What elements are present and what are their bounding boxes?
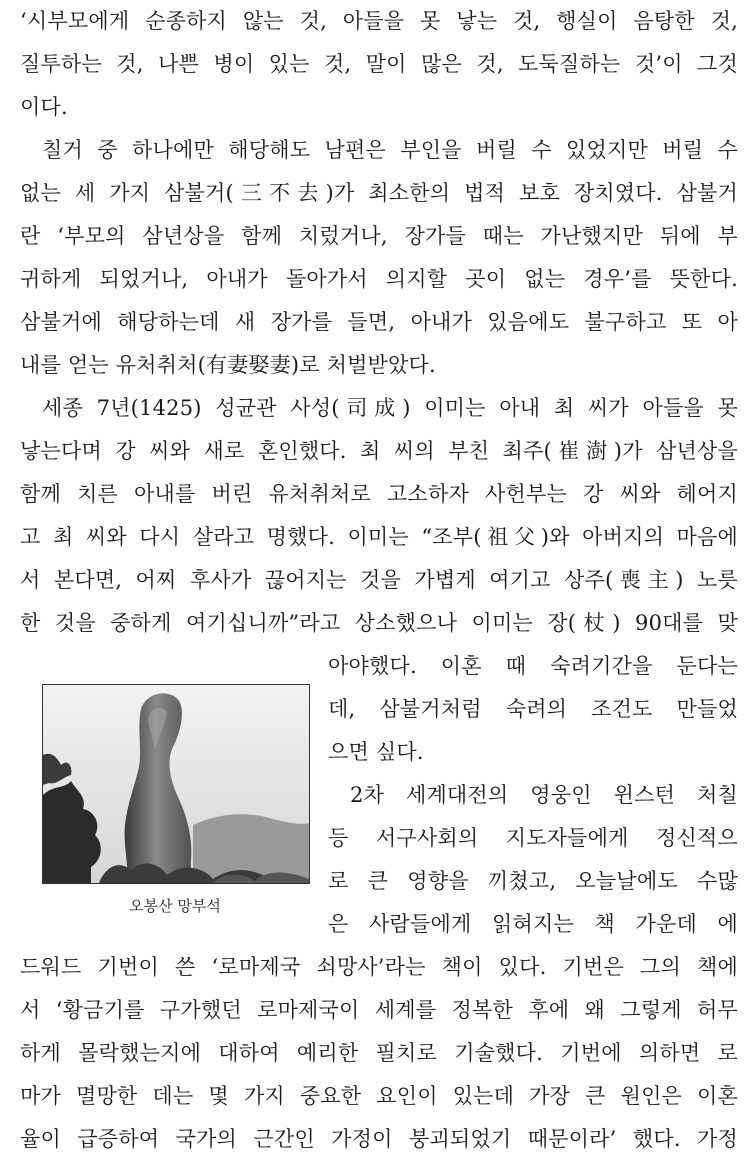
- text-line: ‘시부모에게 순종하지 않는 것, 아들을 못 낳는 것, 행실이 음탕한 것,: [20, 9, 738, 33]
- text-line: 란 ‘부모의 삼년상을 함께 치렀거나, 장가들 때는 가난했지만 뒤에 부: [20, 224, 738, 248]
- text-line: 한 것을 중하게 여기십니까”라고 상소했으나 이미는 장(杖) 90대를 맞: [20, 611, 738, 635]
- text-line: 율이 급증하여 국가의 근간인 가정이 붕괴되었기 때문이라’ 했다. 가정: [20, 1127, 738, 1151]
- text-line: 은 사람들에게 읽혀지는 책 가운데 에: [328, 912, 738, 936]
- text-line: 삼불거에 해당하는데 새 장가를 들면, 아내가 있음에도 불구하고 또 아: [20, 310, 738, 334]
- text-line: 드워드 기번이 쓴 ‘로마제국 쇠망사’라는 책이 있다. 기번은 그의 책에: [20, 955, 738, 979]
- text-line: 내를 얻는 유처취처(有妻娶妻)로 처벌받았다.: [20, 353, 436, 377]
- text-line: 질투하는 것, 나쁜 병이 있는 것, 말이 많은 것, 도둑질하는 것’이 그것: [20, 52, 738, 76]
- text-line: 서 본다면, 어찌 후사가 끊어지는 것을 가볍게 여기고 상주(喪主) 노릇: [20, 568, 738, 592]
- text-line: 없는 세 가지 삼불거(三不去)가 최소한의 법적 보호 장치였다. 삼불거: [20, 181, 738, 205]
- text-line: 로 큰 영향을 끼쳤고, 오늘날에도 수많: [328, 869, 738, 893]
- rock-photo: [42, 684, 310, 884]
- text-line: 마가 멸망한 데는 몇 가지 중요한 요인이 있는데 가장 큰 원인은 이혼: [20, 1084, 738, 1108]
- text-line: 이다.: [20, 95, 68, 119]
- text-line: 2차 세계대전의 영웅인 윈스턴 처칠: [350, 783, 738, 807]
- text-line: 서 ‘황금기를 구가했던 로마제국이 세계를 정복한 후에 왜 그렇게 허무: [20, 998, 738, 1022]
- text-line: 으면 싶다.: [328, 740, 424, 764]
- text-line: 낳는다며 강 씨와 새로 혼인했다. 최 씨의 부친 최주(崔澍)가 삼년상을: [20, 439, 738, 463]
- rock-photo-icon: [43, 685, 309, 883]
- text-line: 하게 몰락했는지에 대하여 예리한 필치로 기술했다. 기번에 의하면 로: [20, 1041, 738, 1065]
- text-line: 세종 7년(1425) 성균관 사성(司成) 이미는 아내 최 씨가 아들을 못: [42, 396, 738, 420]
- text-line: 귀하게 되었거나, 아내가 돌아가서 의지할 곳이 없는 경우’를 뜻한다.: [20, 267, 738, 291]
- text-line: 등 서구사회의 지도자들에게 정신적으: [328, 826, 738, 850]
- text-line: 데, 삼불거처럼 숙려의 조건도 만들었: [328, 697, 738, 721]
- text-line: 아야했다. 이혼 때 숙려기간을 둔다는: [328, 654, 738, 678]
- figure-caption: 오봉산 망부석: [129, 897, 221, 915]
- text-line: 고 최 씨와 다시 살라고 명했다. 이미는 “조부(祖父)와 아버지의 마음에: [20, 525, 738, 549]
- text-line: 칠거 중 하나에만 해당해도 남편은 부인을 버릴 수 있었지만 버릴 수: [42, 138, 738, 162]
- text-line: 함께 치른 아내를 버린 유처취처로 고소하자 사헌부는 강 씨와 헤어지: [20, 482, 738, 506]
